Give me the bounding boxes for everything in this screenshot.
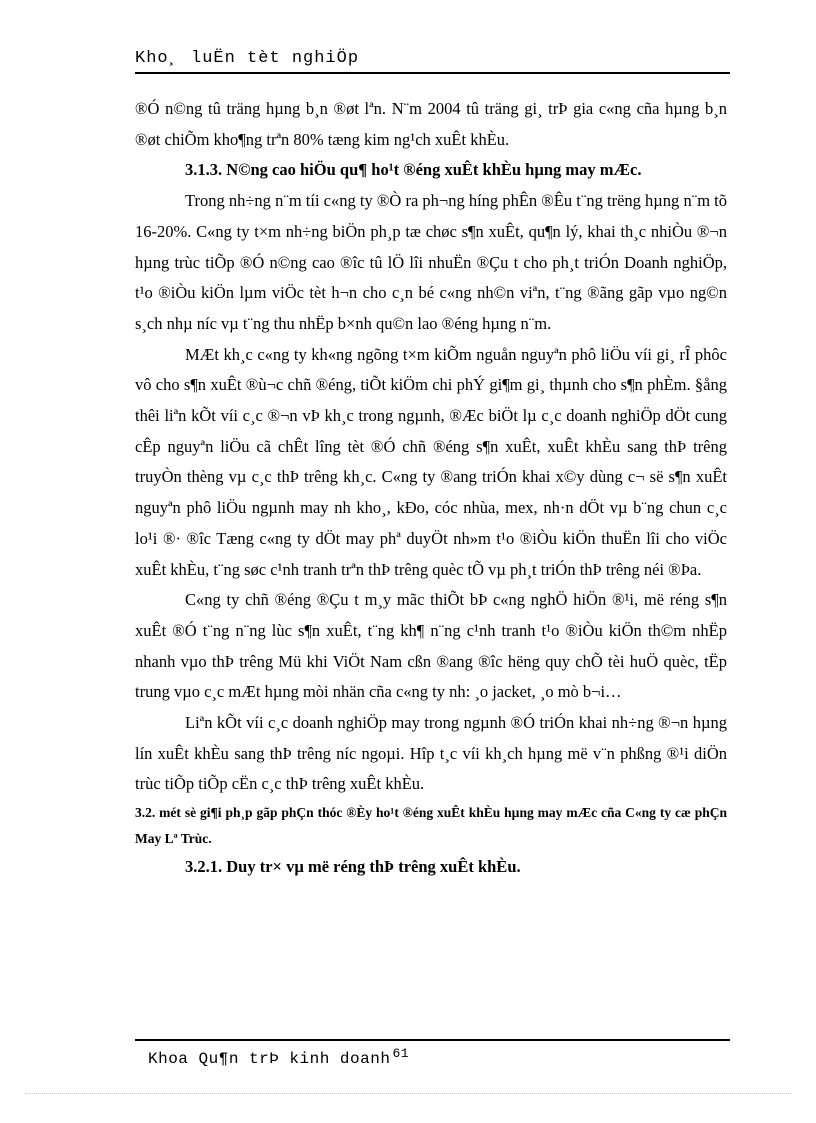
section-heading-3-2-1: 3.2.1. Duy tr× vµ më réng thÞ trêng xuÊt khÈu. [185, 857, 521, 877]
footer-label: Khoa Qu¶n trÞ kinh doanh [148, 1050, 391, 1068]
paragraph: Trong nh÷ng n¨m tíi c«ng ty ®Ò ra ph¬ng híng phÊn ®Êu t¨ng trëng hµng n¨m tõ 16-20%. C«ng ty t×m nh÷ng biÖn ph¸p tæ chøc s¶n xuÊt, qu¶n lý, khai th¸c nhiÒu ®¬n hµng trùc tiÕp ®Ó n©ng cao ®îc tû lÖ lîi nhuËn ®Çu t cho ph¸t triÓn Doanh nghiÖp, t¹o ®iÒu kiÖn lµm viÖc tèt h¬n cho c¸n bé c«ng nh©n viªn, t¨ng ®ãng gãp vµo ng©n s¸ch nhµ níc vµ t¨ng thu nhËp b×nh qu©n lao ®éng hµng n¨m. [135, 191, 727, 333]
header-rule [135, 72, 730, 74]
paragraph: C«ng ty chñ ®éng ®Çu t m¸y mãc thiÕt bÞ c«ng nghÖ hiÖn ®¹i, më réng s¶n xuÊt ®Ó t¨ng n¨ng lùc s¶n xuÊt, t¨ng kh¶ n¨ng c¹nh tranh t¹o ®iÒu kiÖn th©m nhËp nhanh vµo thÞ trêng Mü khi ViÖt Nam cßn ®ang ®îc hëng quy chÕ tèi huÖ quèc, tËp trung vµo c¸c mÆt hµng mòi nhän cña c«ng ty nh: ¸o jacket, ¸o mò b¬i… [135, 590, 727, 702]
section-heading-3-1-3: 3.1.3. N©ng cao hiÖu qu¶ ho¹t ®éng xuÊt khÈu hµng may mÆc. [185, 160, 642, 180]
running-header: Kho¸ luËn tèt nghiÖp [135, 49, 360, 68]
page-number: 61 [392, 1046, 410, 1061]
footer-rule [135, 1039, 730, 1041]
running-footer [148, 1042, 409, 1071]
page-body [135, 94, 727, 883]
paragraph: Liªn kÕt víi c¸c doanh nghiÖp may trong ngµnh ®Ó triÓn khai nh÷ng ®¬n hµng lín xuÊt khÈu sang thÞ trêng níc ngoµi. Hîp t¸c víi kh¸ch hµng më v¨n phßng ®¹i diÖn trùc tiÕp tiÕp cËn c¸c thÞ trêng xuÊt khÈu. [135, 713, 727, 794]
paragraph: MÆt kh¸c c«ng ty kh«ng ngõng t×m kiÕm nguån nguyªn phô liÖu víi gi¸ rÎ phôc vô cho s¶n xuÊt ®ù¬c chñ ®éng, tiÕt kiÖm chi phÝ gi¶m gi¸ thµnh cho s¶n phÈm. §ång thêi liªn kÕt víi c¸c ®¬n vÞ kh¸c trong ngµnh, ®Æc biÖt lµ c¸c doanh nghiÖp dÖt cung cÊp nguyªn liÖu cã chÊt lîng tèt ®Ó chñ ®éng s¶n xuÊt, xuÊt khÈu sang thÞ trêng truyÒn thèng vµ c¸c thÞ trêng kh¸c. C«ng ty ®ang triÓn khai x©y dùng c¬ së s¶n xuÊt nguyªn phô liÖu ngµnh may nh kho¸, kÐo, cóc nhùa, mex, nh·n dÖt vµ b¨ng chun c¸c lo¹i ®· ®îc Tæng c«ng ty dÖt may phª duyÖt nh»m t¹o ®iÒu kiÖn thuËn lîi cho viÖc xuÊt khÈu, t¨ng søc c¹nh tranh trªn thÞ trêng quèc tÕ vµ ph¸t triÓn thÞ trêng néi ®Þa. [135, 344, 727, 579]
page-edge-divider [25, 1093, 791, 1094]
section-heading-3-2: 3.2. mét sè gi¶i ph¸p gãp phÇn thóc ®Èy ho¹t ®éng xuÊt khÈu hµng may mÆc cña C«ng ty cæ phÇn May Lª Trùc. [135, 805, 727, 847]
paragraph-continued: ®Ó n©ng tû träng hµng b¸n ®øt lªn. N¨m 2004 tû träng gi¸ trÞ gia c«ng cña hµng b¸n ®øt chiÕm kho¶ng trªn 80% tæng kim ng¹ch xuÊt khÈu. [135, 99, 727, 149]
